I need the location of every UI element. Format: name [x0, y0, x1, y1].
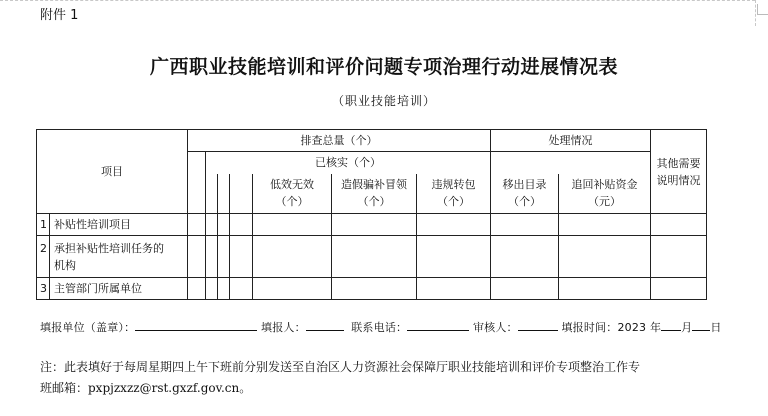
phone-field[interactable]: [407, 318, 469, 331]
footer-fields: [40, 318, 722, 335]
header-fraud-line2: （个）: [357, 195, 391, 209]
cell[interactable]: [559, 236, 651, 278]
cell[interactable]: [491, 214, 559, 236]
cell[interactable]: [218, 278, 230, 300]
reviewer-label: 审核人：: [472, 321, 518, 334]
header-blank-d: [230, 174, 253, 214]
footnote-line1: 注：此表填好于每周星期四上午下班前分别发送至自治区人力资源社会保障厅职业技能培训和评价专项整治工作专: [40, 360, 641, 374]
header-other-line1: 其他需要: [656, 156, 701, 170]
day-label: 日: [710, 321, 722, 334]
row-index: 2: [37, 236, 50, 278]
cell[interactable]: [417, 214, 491, 236]
header-total: 排查总量（个）: [188, 130, 491, 152]
table-row: [37, 236, 707, 278]
header-transfer-line2: （个）: [437, 195, 470, 209]
row-label-line1: 承担补贴性培训任务的: [54, 241, 164, 255]
cell[interactable]: [332, 236, 417, 278]
header-blank-a: [188, 152, 206, 214]
cell[interactable]: [651, 236, 707, 278]
cell[interactable]: [332, 214, 417, 236]
header-handling-spacer: [491, 152, 651, 174]
row-label: 主管部门所属单位: [50, 278, 188, 300]
unit-label: 填报单位（盖章）：: [40, 321, 136, 334]
unit-field[interactable]: [135, 318, 257, 331]
row-index: 3: [37, 278, 50, 300]
header-handling: 处理情况: [491, 130, 651, 152]
document-title: 广西职业技能培训和评价问题专项治理行动进展情况表: [149, 56, 618, 78]
header-fraud: [332, 174, 417, 214]
header-other-line2: 说明情况: [656, 173, 701, 187]
cell[interactable]: [559, 214, 651, 236]
cell[interactable]: [651, 278, 707, 300]
phone-label: 联系电话：: [351, 321, 408, 334]
month-label: 月: [681, 321, 693, 334]
cell[interactable]: [188, 278, 206, 300]
cell[interactable]: [218, 236, 230, 278]
header-blank-b: [206, 174, 218, 214]
header-transfer-line1: 违规转包: [431, 178, 476, 192]
header-recover-line2: （元）: [588, 195, 622, 209]
header-other: [651, 130, 707, 214]
cell[interactable]: [491, 278, 559, 300]
cell[interactable]: [332, 278, 417, 300]
cell[interactable]: [206, 214, 218, 236]
table-row: [37, 278, 707, 300]
header-transfer: [417, 174, 491, 214]
cell[interactable]: [417, 236, 491, 278]
cell[interactable]: [559, 278, 651, 300]
row-label: 补贴性培训项目: [50, 214, 188, 236]
cell[interactable]: [206, 278, 218, 300]
header-invalid-line1: 低效无效: [270, 178, 314, 192]
cell[interactable]: [230, 278, 253, 300]
header-invalid: [253, 174, 332, 214]
month-field[interactable]: [661, 318, 681, 331]
cell[interactable]: [218, 214, 230, 236]
filler-field[interactable]: [306, 318, 344, 331]
header-invalid-line2: （个）: [275, 195, 309, 209]
cell[interactable]: [253, 214, 332, 236]
header-remove-line2: （个）: [508, 195, 542, 209]
header-recover: [559, 174, 651, 214]
attachment-label: 附件 1: [40, 8, 79, 23]
cell[interactable]: [188, 236, 206, 278]
time-label: 填报时间：2023 年: [561, 321, 662, 334]
cell[interactable]: [206, 236, 218, 278]
progress-table: [36, 129, 707, 300]
cell[interactable]: [491, 236, 559, 278]
cell[interactable]: [253, 236, 332, 278]
header-recover-line1: 追回补贴资金: [571, 178, 638, 192]
document-subtitle: （职业技能培训）: [331, 94, 436, 108]
day-field[interactable]: [692, 318, 710, 331]
cell[interactable]: [417, 278, 491, 300]
cell[interactable]: [230, 214, 253, 236]
header-verified: [206, 152, 491, 174]
footnote: [40, 357, 752, 399]
footnote-line2: 班邮箱：pxpjzxzz@rst.gxzf.gov.cn。: [40, 381, 252, 395]
header-item: 项目: [37, 130, 188, 214]
page-top-edge: [0, 0, 755, 2]
cell[interactable]: [253, 278, 332, 300]
cell[interactable]: [651, 214, 707, 236]
header-verified-label: 已核实（个）: [315, 156, 381, 170]
table-row: [37, 214, 707, 236]
row-label-line2: 机构: [54, 258, 76, 272]
header-remove-line1: 移出目录: [502, 178, 547, 192]
filler-label: 填报人：: [261, 321, 306, 334]
header-fraud-line1: 造假骗补冒领: [341, 178, 407, 192]
reviewer-field[interactable]: [518, 318, 558, 331]
row-index: 1: [37, 214, 50, 236]
cell[interactable]: [188, 214, 206, 236]
header-blank-c: [218, 174, 230, 214]
header-remove: [491, 174, 559, 214]
page-corner-mark: [757, 4, 768, 15]
cell[interactable]: [230, 236, 253, 278]
row-label: [50, 236, 188, 278]
